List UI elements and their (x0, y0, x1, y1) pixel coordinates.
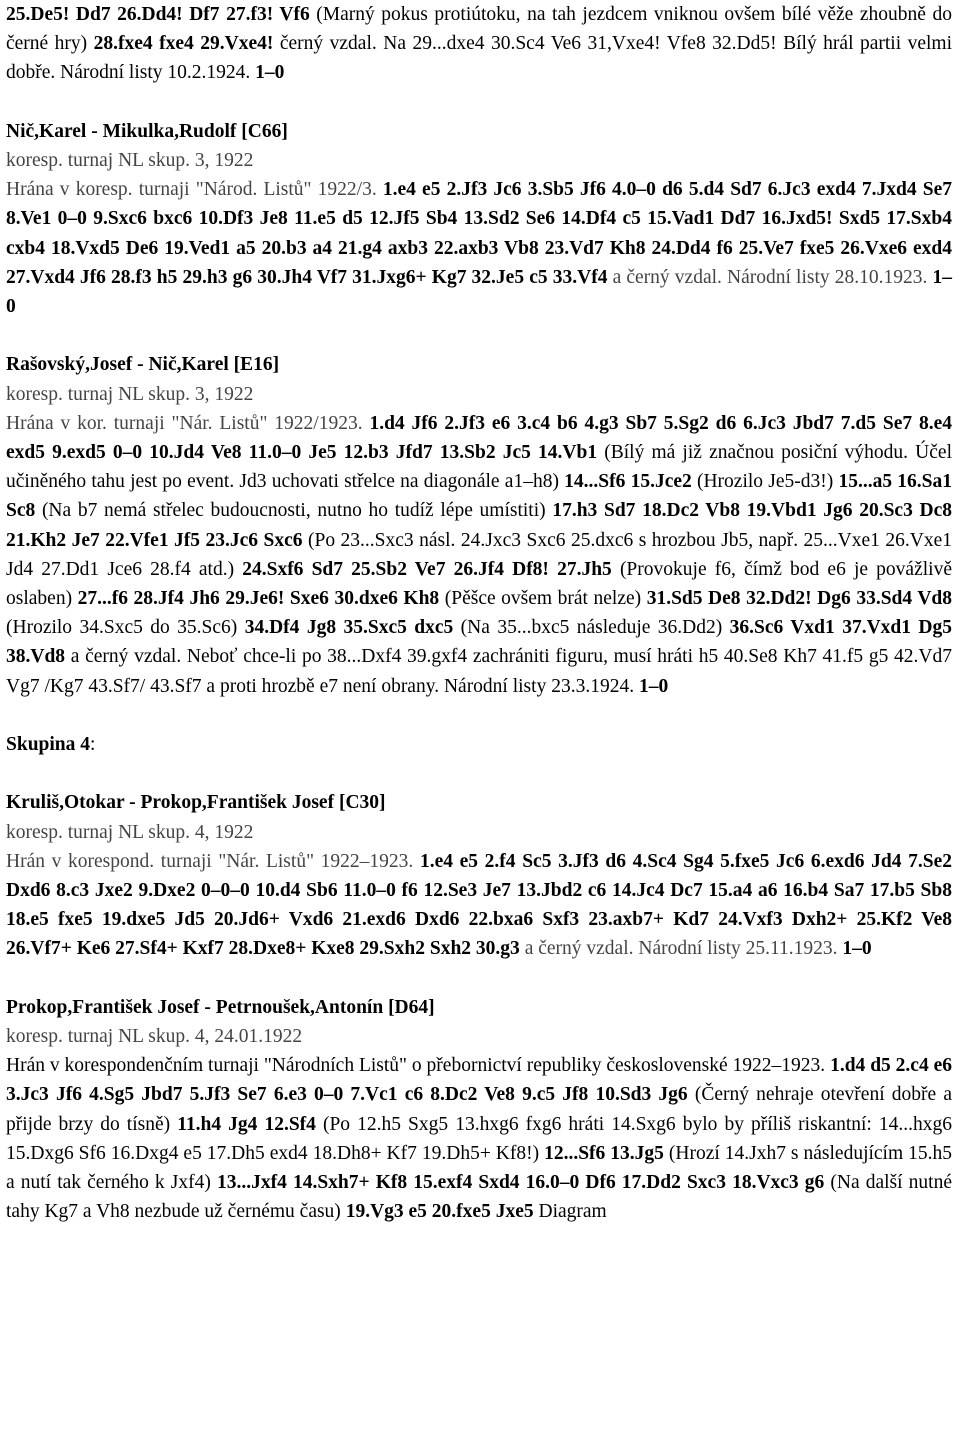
group-heading (6, 730, 952, 759)
game-3-title (6, 350, 952, 379)
text-run: 1.e4 e5 2.f4 Sc5 3.Jf3 d6 4.Sc4 Sg4 5.fxe5 Jc6 6.exd6 Jd4 7.Se2 Dxd6 8.c3 Jxe2 9.Dxe2 0–0–0 10.d4 Sb6 11.0–0 f6 12.Se3 Je7 13.Jbd2 c6 14.Jc4 Dc7 15.a4 a6 16.b4 Sa7 17.b5 Sb8 18.e5 fxe5 19.dxe5 Jd5 20.Jd6+ Vxd6 21.exd6 Dxd6 22.bxa6 Sxf3 23.axb7+ Kd7 24.Vxf3 Dxh2+ 25.Kf2 Ve8 26.Vf7+ Ke6 27.Sf4+ Kxf7 28.Dxe8+ Kxe8 29.Sxh2 Sxh2 30.g3 (6, 850, 953, 960)
game-3-moves (6, 409, 952, 701)
text-run: koresp. turnaj NL skup. 4, 24.01.1922 (6, 1026, 303, 1048)
text-run: 28.fxe4 fxe4 29.Vxe4! (93, 33, 280, 55)
game-continuation (6, 0, 952, 88)
text-run: Kruliš,Otokar - Prokop,František Josef [C30] (6, 792, 386, 814)
text-run: (Po 12.h5 Sxg5 13.hxg6 fxg6 hráti 14.Sxg6 bylo by příliš riskantní: 14...hxg6 15.Dxg6 Sf6 16.Dxg4 e5 17.Dh5 exd4 18.Dh8+ Kf7 19.Dh5+ Kf8!) (6, 1113, 952, 1164)
text-run: (Bílý má již značnou posiční výhodu. Účel učiněného tahu jest po event. Jd3 uchovati střelce na diagonále a1–h8) (6, 442, 952, 493)
text-run: 1.d4 Jf6 2.Jf3 e6 3.c4 b6 4.g3 Sb7 5.Sg2 d6 6.Jc3 Jbd7 7.d5 Se7 8.e4 exd5 9.exd5 0–0 10.Jd4 Ve8 11.0–0 Je5 12.b3 Jfd7 13.Sb2 Jc5 14.Vb1 (6, 412, 952, 464)
text-run: 15...a5 16.Sa1 Sc8 (6, 471, 952, 522)
text-run: 17.h3 Sd7 18.Dc2 Vb8 19.Vbd1 Jg6 20.Sc3 Dc8 21.Kh2 Je7 22.Vfe1 Jf5 23.Jc6 Sxc6 (6, 500, 952, 551)
text-run: (Na b7 nemá střelec budoucnosti, nutno ho tudíž lépe umístiti) (41, 500, 553, 522)
text-run: 31.Sd5 De8 32.Dd2! Dg6 33.Sd4 Vd8 (646, 588, 953, 610)
text-run: 14...Sf6 15.Jce2 (564, 471, 697, 493)
text-run: 1–0 (842, 938, 872, 960)
text-run: černý vzdal. Na 29...dxe4 30.Sc4 Ve6 31,Vxe4! Vfe8 32.Dd5! Bílý hrál partii velmi dobře. Národní listy 10.2.1924. (6, 33, 953, 84)
text-run: Hrán v korespond. turnaji "Nár. Listů" 1922–1923. (6, 850, 420, 872)
text-run: (Na 35...bxc5 následuje 36.Dd2) (460, 617, 730, 639)
text-run: koresp. turnaj NL skup. 4, 1922 (6, 821, 254, 843)
text-run: : (90, 734, 96, 756)
game-2-moves (6, 175, 952, 321)
text-run: Vf6 (279, 4, 317, 25)
text-run: Prokop,František Josef - Petrnoušek,Antonín [D64] (6, 996, 435, 1018)
text-run: koresp. turnaj NL skup. 3, 1922 (6, 383, 254, 405)
game-2-title (6, 117, 952, 146)
text-run: (Pěšce ovšem brát nelze) (444, 588, 647, 610)
text-run: Skupina 4 (6, 734, 91, 756)
text-run: koresp. turnaj NL skup. 3, 1922 (6, 150, 254, 171)
blank-line (6, 321, 952, 350)
text-run: 19.Vg3 e5 20.fxe5 Jxe5 (345, 1201, 539, 1223)
text-run: 36.Sc6 Vxd1 37.Vxd1 Dg5 38.Vd8 (6, 617, 952, 668)
text-run: a černý vzdal. Národní listy 25.11.1923. (524, 938, 843, 960)
game-4-title (6, 788, 952, 817)
text-run: 27...f6 28.Jf4 Jh6 29.Je6! Sxe6 30.dxe6 Kh8 (77, 588, 445, 610)
game-5-moves (6, 1051, 952, 1226)
text-run: Hrána v kor. turnaji "Nár. Listů" 1922/1923. (6, 412, 370, 434)
text-run: 1.e4 e5 2.Jf3 Jc6 3.Sb5 Jf6 4.0–0 d6 5.d4 Sd7 6.Jc3 exd4 7.Jxd4 Se7 8.Ve1 0–0 9.Sxc6 bxc6 10.Df3 Je8 11.e5 d5 12.Jf5 Sb4 13.Sd2 Se6 14.Df4 c5 15.Vad1 Dd7 16.Jxd5! Sxd5 17.Sxb4 cxb4 18.Vxd5 De6 19.Ved1 a5 20.b3 a4 21.g4 axb3 22.axb3 Vb8 23.Vd7 Kh8 24.Dd4 f6 25.Ve7 fxe5 26.Vxe6 exd4 27.Vxd4 Jf6 28.f3 h5 29.h3 g6 30.Jh4 Vf7 31.Jxg6+ Kg7 32.Je5 c5 33.Vf4 (6, 179, 952, 288)
text-run: 12...Sf6 13.Jg5 (544, 1142, 669, 1164)
blank-line (6, 964, 952, 993)
text-run: (Černý nehraje otevření dobře a přijde brzy do tísně) (6, 1084, 953, 1135)
text-run: (Na další nutné tahy Kg7 a Vh8 nezbude už černému času) (6, 1172, 952, 1223)
text-run: Hrána v koresp. turnaji "Národ. Listů" 1922/3. (6, 179, 383, 201)
text-run: Rašovský,Josef - Nič,Karel [E16] (6, 354, 280, 376)
text-run: Diagram (538, 1201, 607, 1223)
blank-line (6, 88, 952, 117)
text-run: (Provokuje f6, čímž bod e6 je povážlivě oslaben) (6, 558, 952, 610)
text-run: (Hrozilo 34.Sxc5 do 35.Sc6) (6, 617, 245, 639)
blank-line (6, 759, 952, 788)
text-run: (Marný pokus protiútoku, na tah jezdcem vniknou ovšem bílé věže zhoubně do černé hry) (6, 4, 952, 55)
text-run: 1–0 (638, 675, 669, 697)
text-run: a černý vzdal. Neboť chce-li po 38...Dxf4 39.gxf4 zachrániti figuru, musí hráti h5 40.Se8 Kh7 41.f5 g5 42.Vd7 Vg7 /Kg7 43.Sf7/ 43.Sf7 a proti hrozbě e7 není obrany. Národní listy 23.3.1924. (6, 646, 952, 697)
text-run: (Po 23...Sxc3 násl. 24.Jxc3 Sxc6 25.dxc6 s hrozbou Jb5, např. 25...Vxe1 26.Vxe1 Jd4 27.Dd1 Jce6 28.f4 atd.) (6, 529, 952, 580)
text-run: 11.h4 Jg4 12.Sf4 (177, 1113, 323, 1135)
text-run: 24.Sxf6 Sd7 25.Sb2 Ve7 26.Jf4 Df8! 27.Jh5 (242, 558, 620, 580)
blank-line (6, 701, 952, 730)
text-run: (Hrozí 14.Jxh7 s následujícím 15.h5 a nutí tak černého k Jxf4) (6, 1142, 952, 1194)
text-run: Nič,Karel - Mikulka,Rudolf [C66] (6, 120, 288, 142)
text-run: (Hrozilo Je5-d3!) (696, 471, 839, 493)
game-4-event (6, 818, 952, 847)
text-run: 25.De5! Dd7 26.Dd4! Df7 27.f3! (6, 4, 280, 25)
text-run: 13...Jxf4 14.Sxh7+ Kf8 15.exf4 Sxd4 16.0–0 Df6 17.Dd2 Sxc3 18.Vxc3 g6 (216, 1172, 831, 1194)
game-4-moves (6, 847, 952, 964)
game-5-title (6, 993, 952, 1022)
text-run: a černý vzdal. Národní listy 28.10.1923. (612, 266, 933, 288)
text-run: Hrán v korespondenčním turnaji "Národních Listů" o přebornictví republiky československé 1922–1923. (6, 1055, 831, 1077)
game-5-event (6, 1022, 952, 1051)
text-run: 34.Df4 Jg8 35.Sxc5 dxc5 (244, 617, 461, 639)
text-run: 1.d4 d5 2.c4 e6 3.Jc3 Jf6 4.Sg5 Jbd7 5.Jf3 Se7 6.e3 0–0 7.Vc1 c6 8.Dc2 Ve8 9.c5 Jf8 10.Sd3 Jg6 (6, 1055, 952, 1106)
text-run: 1–0 (255, 62, 285, 84)
text-run: 1–0 (6, 266, 952, 318)
game-3-event (6, 380, 952, 409)
game-2-event (6, 146, 952, 175)
